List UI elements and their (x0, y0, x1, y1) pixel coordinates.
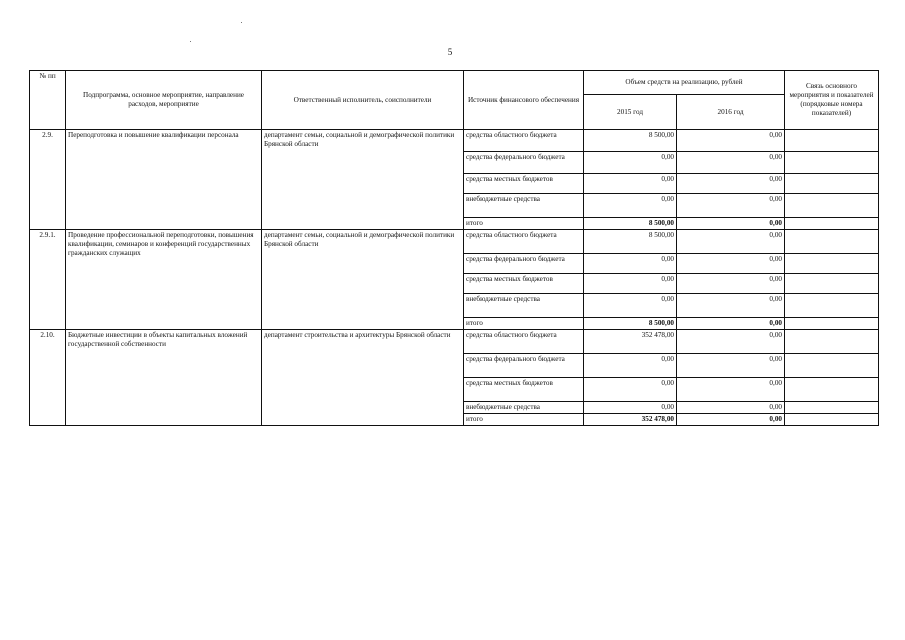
amount-2016: 0,00 (677, 414, 785, 426)
executor: департамент строительства и архитектуры Брянской области (262, 330, 464, 426)
executor: департамент семьи, социальной и демографической политики Брянской области (262, 230, 464, 330)
funding-source: средства областного бюджета (464, 130, 584, 152)
header-2015: 2015 год (584, 95, 677, 130)
funding-source: внебюджетные средства (464, 194, 584, 218)
table-body (30, 130, 879, 426)
header-volume: Объем средств на реализацию, рублей (584, 71, 785, 95)
amount-2016: 0,00 (677, 254, 785, 274)
amount-2016: 0,00 (677, 330, 785, 354)
funding-source: внебюджетные средства (464, 294, 584, 318)
amount-2015: 8 500,00 (584, 130, 677, 152)
amount-2016: 0,00 (677, 218, 785, 230)
table-row (30, 130, 879, 152)
amount-2016: 0,00 (677, 354, 785, 378)
indicator-link (785, 152, 879, 174)
total-label: итого (464, 318, 584, 330)
amount-2015: 0,00 (584, 194, 677, 218)
amount-2015: 0,00 (584, 402, 677, 414)
funding-source: средства федерального бюджета (464, 354, 584, 378)
amount-2015: 0,00 (584, 354, 677, 378)
row-number: 2.9.1. (30, 230, 66, 330)
amount-2016: 0,00 (677, 230, 785, 254)
amount-2015: 8 500,00 (584, 218, 677, 230)
amount-2016: 0,00 (677, 174, 785, 194)
indicator-link (785, 230, 879, 254)
amount-2015: 352 478,00 (584, 330, 677, 354)
funding-source: средства федерального бюджета (464, 254, 584, 274)
amount-2016: 0,00 (677, 274, 785, 294)
amount-2016: 0,00 (677, 130, 785, 152)
header-link: Связь основного мероприятия и показателей (порядковые номера показателей) (785, 71, 879, 130)
indicator-link (785, 318, 879, 330)
amount-2015: 0,00 (584, 254, 677, 274)
activity-name: Переподготовка и повышение квалификации персонала (66, 130, 262, 230)
amount-2015: 0,00 (584, 294, 677, 318)
amount-2015: 0,00 (584, 378, 677, 402)
total-label: итого (464, 218, 584, 230)
activity-name: Бюджетные инвестиции в объекты капитальных вложений государственной собственности (66, 330, 262, 426)
indicator-link (785, 354, 879, 378)
amount-2015: 8 500,00 (584, 230, 677, 254)
row-number: 2.9. (30, 130, 66, 230)
scan-speck (190, 41, 191, 42)
amount-2016: 0,00 (677, 402, 785, 414)
amount-2015: 0,00 (584, 274, 677, 294)
amount-2016: 0,00 (677, 152, 785, 174)
funding-source: средства местных бюджетов (464, 274, 584, 294)
activity-name: Проведение профессиональной переподготовки, повышения квалификации, семинаров и конференций государственных гражданских служащих (66, 230, 262, 330)
header-2016: 2016 год (677, 95, 785, 130)
row-number: 2.10. (30, 330, 66, 426)
indicator-link (785, 194, 879, 218)
table-row (30, 330, 879, 354)
funding-source: внебюджетные средства (464, 402, 584, 414)
amount-2016: 0,00 (677, 378, 785, 402)
funding-source: средства местных бюджетов (464, 174, 584, 194)
amount-2015: 0,00 (584, 174, 677, 194)
indicator-link (785, 378, 879, 402)
amount-2016: 0,00 (677, 318, 785, 330)
header-source: Источник финансового обеспечения (464, 71, 584, 130)
indicator-link (785, 294, 879, 318)
page-number: 5 (447, 47, 453, 57)
amount-2016: 0,00 (677, 294, 785, 318)
indicator-link (785, 330, 879, 354)
indicator-link (785, 254, 879, 274)
executor: департамент семьи, социальной и демографической политики Брянской области (262, 130, 464, 230)
table-row (30, 230, 879, 254)
indicator-link (785, 130, 879, 152)
indicator-link (785, 414, 879, 426)
funding-source: средства федерального бюджета (464, 152, 584, 174)
funding-source: средства областного бюджета (464, 230, 584, 254)
budget-table (29, 70, 879, 426)
amount-2015: 8 500,00 (584, 318, 677, 330)
header-executor: Ответственный исполнитель, соисполнители (262, 71, 464, 130)
indicator-link (785, 218, 879, 230)
amount-2015: 352 478,00 (584, 414, 677, 426)
header-num: № пп (30, 71, 66, 130)
indicator-link (785, 402, 879, 414)
amount-2015: 0,00 (584, 152, 677, 174)
indicator-link (785, 274, 879, 294)
funding-source: средства местных бюджетов (464, 378, 584, 402)
total-label: итого (464, 414, 584, 426)
header-program: Подпрограмма, основное мероприятие, направление расходов, мероприятие (66, 71, 262, 130)
funding-source: средства областного бюджета (464, 330, 584, 354)
indicator-link (785, 174, 879, 194)
amount-2016: 0,00 (677, 194, 785, 218)
scan-speck (241, 22, 242, 23)
